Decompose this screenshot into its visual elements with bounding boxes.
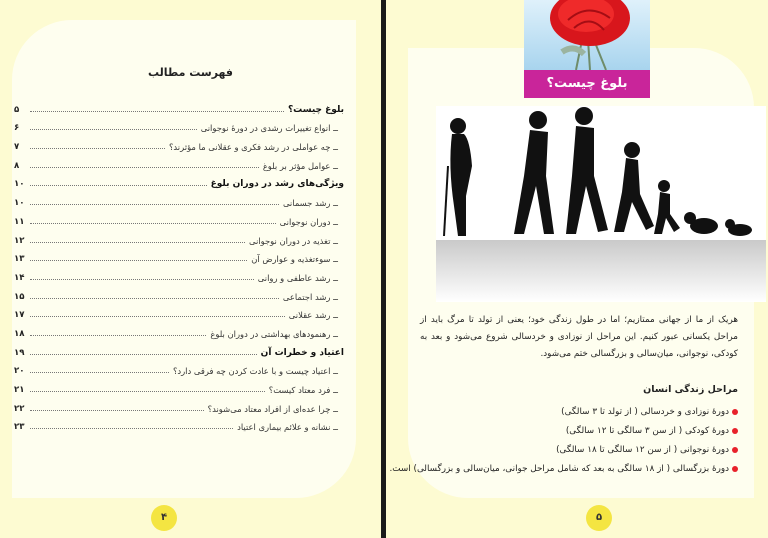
toc-entry xyxy=(14,320,344,339)
toc-entry-title: ــ سوءتغذیه و عوارض آن xyxy=(251,254,338,265)
toc-entry-page: ۱۹ xyxy=(14,347,25,358)
toc-dot-leader xyxy=(30,129,197,130)
toc-entry-page: ۱۱ xyxy=(14,216,25,227)
toc-dot-leader xyxy=(30,242,245,243)
toc-dot-leader xyxy=(30,111,284,112)
toc-entry-page: ۲۱ xyxy=(14,385,25,395)
toc-entry-title: ــ رشد جسمانی xyxy=(282,198,338,209)
toc-entry-title: بلوغ چیست؟ xyxy=(287,104,344,115)
rose-image xyxy=(524,0,650,70)
toc-entry-title: ــ چه عواملی در رشد فکری و عقلانی ما مؤثرند؟ xyxy=(168,142,338,153)
toc-dot-leader xyxy=(30,410,204,411)
toc-dot-leader xyxy=(30,428,233,429)
toc-entry xyxy=(14,246,344,265)
toc-dot-leader xyxy=(30,298,279,299)
toc-entry-page: ۶ xyxy=(14,123,20,134)
toc-entry-page: ۱۸ xyxy=(14,328,25,339)
toc-dot-leader xyxy=(30,335,206,336)
toc-entry-page: ۲۰ xyxy=(14,366,25,377)
toc-entry xyxy=(14,395,344,414)
toc-entry-page: ۱۰ xyxy=(14,179,25,190)
toc-entry xyxy=(14,115,344,134)
toc-entry-title: ــ رشد اجتماعی xyxy=(282,291,338,302)
left-page xyxy=(0,0,381,538)
life-stage-item xyxy=(389,459,738,478)
toc-dot-leader xyxy=(30,372,169,373)
toc-dot-leader xyxy=(30,260,247,261)
toc-entry-title: ــ نشانه و علائم بیماری اعتیاد xyxy=(237,422,338,433)
toc-entry xyxy=(14,339,344,358)
life-stage-text: دورهٔ نوجوانی ( از سن ۱۲ سالگی تا ۱۸ سالگی) xyxy=(556,444,729,455)
toc-dot-leader xyxy=(30,391,265,392)
toc-entry-title: ــ دوران نوجوانی xyxy=(279,216,338,227)
toc-entry-page: ۱۴ xyxy=(14,272,25,283)
life-stage-text: دورهٔ کودکی ( از سن ۳ سالگی تا ۱۲ سالگی) xyxy=(565,425,729,436)
toc-entry-title: ــ عوامل مؤثر بر بلوغ xyxy=(262,160,338,171)
life-stage-item xyxy=(420,440,738,459)
toc-entry xyxy=(14,189,344,208)
toc-entry xyxy=(14,376,344,395)
stages-heading: مراحل زندگی انسان xyxy=(643,384,738,395)
toc-entry-title: ــ انواع تغییرات رشدی در دورهٔ نوجوانی xyxy=(200,123,338,134)
toc-dot-leader xyxy=(30,316,285,317)
toc-entry-title: اعتیاد و خطرات آن xyxy=(260,347,344,358)
toc-dot-leader xyxy=(30,279,254,280)
toc-entry-page: ۷ xyxy=(14,142,20,153)
toc-dot-leader xyxy=(30,185,207,186)
toc-entry-page: ۱۷ xyxy=(14,310,25,321)
toc-entry-title: ــ رشد عاطفی و روانی xyxy=(257,272,338,283)
toc-entry-page: ۸ xyxy=(14,160,20,171)
toc-entry xyxy=(14,283,344,302)
life-stages-illustration xyxy=(436,106,766,302)
chapter-title: بلوغ چیست؟ xyxy=(524,70,650,98)
life-stage-text: دورهٔ نوزادی و خردسالی ( از تولد تا ۳ سالگی) xyxy=(561,406,729,417)
toc-entry-title: ــ رشد عقلانی xyxy=(288,310,338,321)
toc-entry-title: ــ تغذیه در دوران نوجوانی xyxy=(248,235,338,246)
toc-entry xyxy=(14,96,344,115)
bullet-icon xyxy=(732,466,738,472)
toc-entry xyxy=(14,133,344,152)
life-stage-item xyxy=(420,402,738,421)
toc-entry xyxy=(14,358,344,377)
toc-entry xyxy=(14,302,344,321)
toc-entry-page: ۱۵ xyxy=(14,291,25,302)
toc-entry-page: ۱۰ xyxy=(14,198,25,209)
table-of-contents xyxy=(14,96,344,432)
toc-entry xyxy=(14,227,344,246)
toc-entry-title: ــ رهنمودهای بهداشتی در دوران بلوغ xyxy=(210,328,338,339)
toc-entry-title: ــ اعتیاد چیست و با عادت کردن چه فرقی دارد؟ xyxy=(172,366,338,377)
toc-entry-page: ۲۲ xyxy=(14,403,25,414)
life-stages-list xyxy=(389,402,738,478)
life-stage-text: دورهٔ بزرگسالی ( از ۱۸ سالگی به بعد که شامل مراحل جوانی، میان‌سالی و بزرگسالی) است. xyxy=(389,463,729,474)
toc-entry xyxy=(14,264,344,283)
intro-paragraph: هریک از ما از جهانی ممتازیم؛ اما در طول زندگی خود؛ یعنی از تولد تا مرگ باید از مراحل یکسانی عبور کنیم. این مراحل از نوزادی و خردسالی شروع می‌شود و بعد به کودکی، نوجوانی، میان‌سالی و بزرگسالی ختم می‌شود. xyxy=(420,315,738,359)
toc-entry-title: ــ چرا عده‌ای از افراد معتاد می‌شوند؟ xyxy=(207,403,338,414)
toc-dot-leader xyxy=(30,354,257,355)
life-stage-item xyxy=(420,421,738,440)
toc-dot-leader xyxy=(30,223,276,224)
bullet-icon xyxy=(732,428,738,434)
toc-dot-leader xyxy=(30,204,279,205)
toc-entry xyxy=(14,414,344,433)
toc-entry-title: ویژگی‌های رشد در دوران بلوغ xyxy=(210,179,344,190)
right-page xyxy=(386,0,768,538)
bullet-icon xyxy=(732,409,738,415)
bullet-icon xyxy=(732,447,738,453)
toc-entry-page: ۱۳ xyxy=(14,254,25,265)
toc-entry xyxy=(14,208,344,227)
page-number-left: ۴ xyxy=(151,505,177,531)
toc-entry xyxy=(14,171,344,190)
toc-entry-page: ۲۳ xyxy=(14,422,25,433)
toc-entry-page: ۵ xyxy=(14,104,20,115)
toc-entry xyxy=(14,152,344,171)
toc-entry-title: ــ فرد معتاد کیست؟ xyxy=(268,385,338,395)
toc-dot-leader xyxy=(30,148,165,149)
toc-dot-leader xyxy=(30,167,259,168)
page-number-right: ۵ xyxy=(586,505,612,531)
toc-title: فهرست مطالب xyxy=(147,66,234,79)
toc-entry-page: ۱۲ xyxy=(14,235,25,246)
